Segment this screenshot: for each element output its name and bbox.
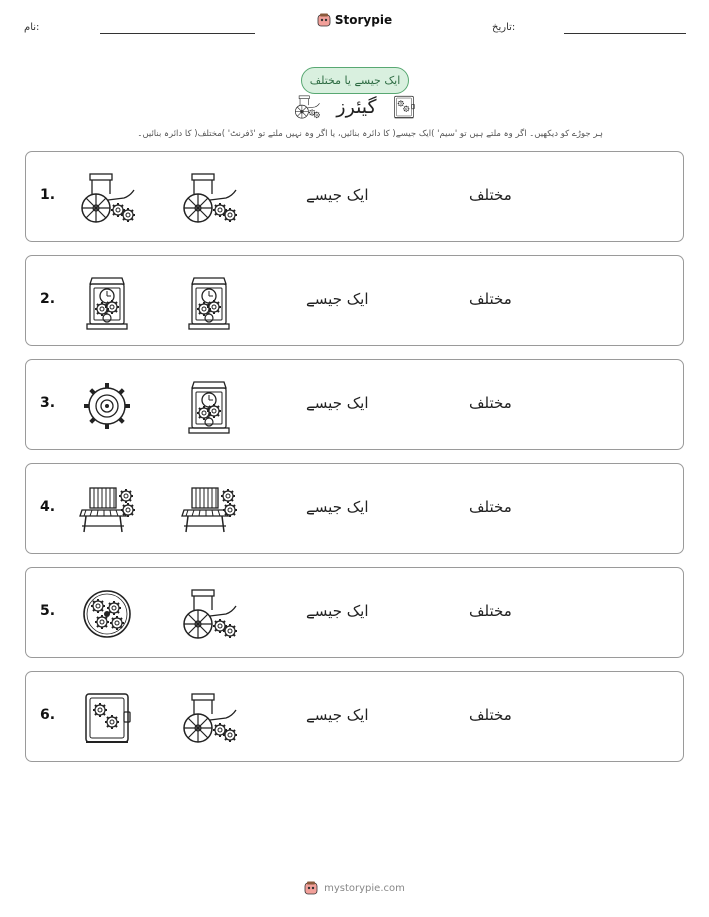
question-number: 1. [40,187,56,203]
gear-cart-icon [180,586,238,642]
gear-wheel-icon [78,378,136,434]
name-label: نام: [24,22,40,33]
question-number: 2. [40,291,56,307]
date-line[interactable] [564,33,686,34]
footer-url[interactable]: mystorypie.com [324,882,405,894]
question-number: 4. [40,499,56,515]
gear-loom-icon [78,482,136,538]
page-title: گیئرز [336,96,377,118]
option-different[interactable]: مختلف [469,290,512,308]
option-same[interactable]: ایک جیسے [306,602,369,620]
option-same[interactable]: ایک جیسے [306,186,369,204]
topic-badge: ایک جیسے یا مختلف [301,67,409,94]
clockwork-disc-icon [78,586,136,642]
question-card [25,151,684,242]
footer [0,881,709,895]
gear-safe-icon [78,690,136,746]
option-different[interactable]: مختلف [469,602,512,620]
option-same[interactable]: ایک جیسے [306,394,369,412]
gear-cart-icon [292,94,322,120]
gear-cart-icon [78,170,136,226]
question-number: 6. [40,707,56,723]
question-card [25,671,684,762]
gear-safe-icon [391,93,417,121]
option-different[interactable]: مختلف [469,394,512,412]
gear-clock-icon [180,274,238,330]
gear-clock-icon [78,274,136,330]
question-card [25,463,684,554]
brand-name: Storypie [334,13,393,27]
gear-cart-icon [180,170,238,226]
question-card [25,359,684,450]
name-line[interactable] [100,33,255,34]
gear-clock-icon [180,378,238,434]
question-number: 3. [40,395,56,411]
option-same[interactable]: ایک جیسے [306,706,369,724]
date-label: تاریخ: [492,22,516,33]
option-different[interactable]: مختلف [469,706,512,724]
option-same[interactable]: ایک جیسے [306,290,369,308]
option-same[interactable]: ایک جیسے [306,498,369,516]
storypie-footer-logo-icon [304,881,318,895]
option-different[interactable]: مختلف [469,186,512,204]
question-card [25,255,684,346]
instructions: ہر جوڑے کو دیکھیں۔ اگر وہ ملتے ہیں تو 'سیم' )ایک جیسے( کا دائرہ بنائیں، یا اگر وہ نہیں ملتے تو 'ڈفرنٹ' )مختلف( کا دائرہ بنائیں۔ [137,129,603,139]
question-number: 5. [40,603,56,619]
brand [0,13,709,27]
title-row [0,93,709,121]
gear-cart-icon [180,690,238,746]
question-card [25,567,684,658]
gear-loom-icon [180,482,238,538]
option-different[interactable]: مختلف [469,498,512,516]
storypie-logo-icon [317,13,331,27]
